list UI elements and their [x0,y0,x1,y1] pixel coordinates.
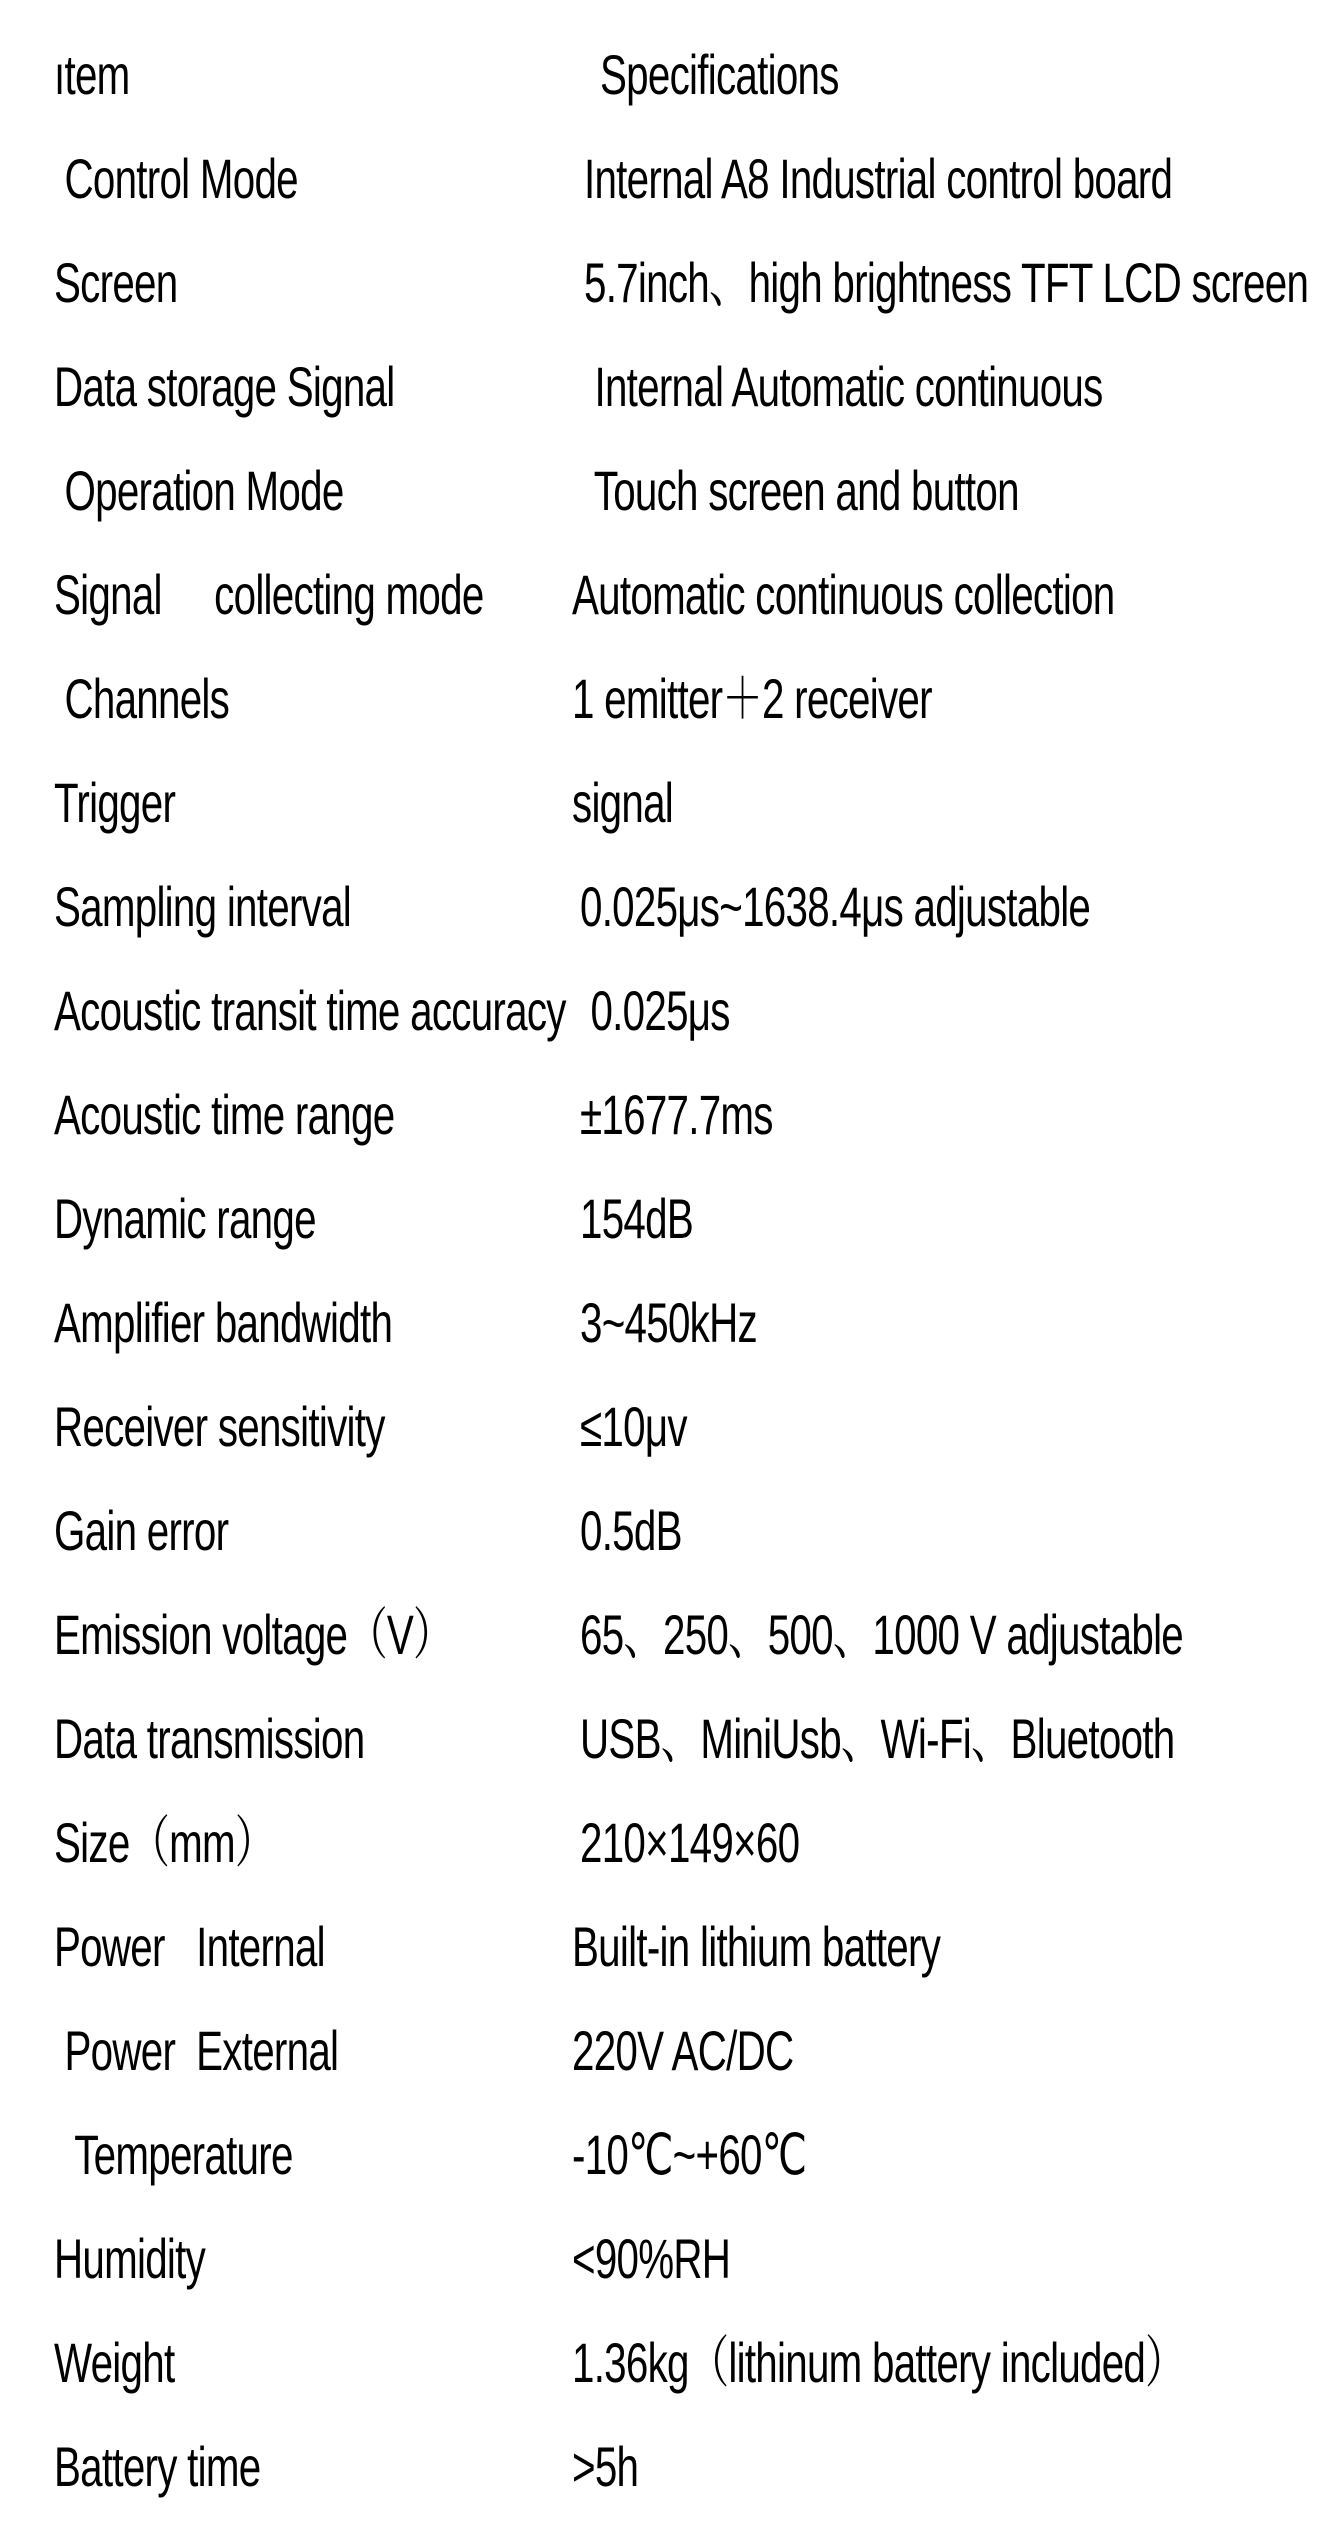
spec-name: Dynamic range [54,1187,316,1250]
spec-name: Emission voltage（V） [54,1603,453,1666]
spec-value: ≤10μv [580,1395,687,1458]
spec-value: 0.025μs~1638.4μs adjustable [580,875,1091,938]
spec-value: 1.36kg（lithinum battery included） [572,2331,1185,2394]
table-row [0,2222,1332,2326]
table-row [0,2014,1332,2118]
spec-name: Acoustic transit time accuracy [54,979,566,1042]
spec-name: Power Internal [54,1915,325,1978]
table-header-row [0,38,1332,142]
table-row [0,2118,1332,2222]
spec-name: Operation Mode [54,459,344,522]
table-row [0,2430,1332,2534]
table-row [0,766,1332,870]
spec-name: Data transmission [54,1707,365,1770]
spec-name: Acoustic time range [54,1083,395,1146]
spec-name: Gain error [54,1499,229,1562]
spec-value: 0.5dB [580,1499,682,1562]
spec-value: 154dB [580,1187,693,1250]
spec-name: Channels [54,667,230,730]
spec-value: USB、MiniUsb、Wi-Fi、Bluetooth [580,1707,1175,1770]
table-row [0,1910,1332,2014]
spec-value: Internal Automatic continuous [584,355,1103,418]
spec-value: <90%RH [572,2227,731,2290]
spec-name: Data storage Signal [54,355,395,418]
spec-name: Humidity [54,2227,206,2290]
spec-value: 220V AC/DC [572,2019,794,2082]
table-row [0,350,1332,454]
spec-value: 3~450kHz [580,1291,757,1354]
spec-name: Trigger [54,771,176,834]
spec-value: 65、250、500、1000 V adjustable [580,1603,1184,1666]
spec-value: 5.7inch、high brightness TFT LCD screen [584,251,1309,314]
spec-name: Receiver sensitivity [54,1395,385,1458]
spec-name: Signal collecting mode [54,563,484,626]
spec-value: ±1677.7ms [580,1083,773,1146]
spec-value: 1 emitter＋2 receiver [572,667,932,730]
spec-value: >5h [572,2435,639,2498]
item-column-header: ıtem [54,43,130,106]
table-row [0,1390,1332,1494]
table-row [0,2326,1332,2430]
spec-value: Automatic continuous collection [572,563,1115,626]
table-row [0,1598,1332,1702]
spec-name: Size（mm） [54,1811,275,1874]
spec-name: Screen [54,251,178,314]
specifications-column-header: Specifications [600,43,839,106]
spec-value: 210×149×60 [580,1811,800,1874]
table-row [0,662,1332,766]
table-row [0,1494,1332,1598]
table-row [0,1078,1332,1182]
table-row [0,1182,1332,1286]
spec-value: -10℃~+60℃ [572,2123,807,2186]
table-row [0,142,1332,246]
spec-name: Battery time [54,2435,261,2498]
spec-name: Weight [54,2331,175,2394]
table-row [0,246,1332,350]
spec-value: 0.025μs [580,979,730,1042]
table-row [0,870,1332,974]
spec-value: signal [572,771,674,834]
specifications-table [0,38,1332,2534]
spec-name: Temperature [54,2123,293,2186]
spec-value: Touch screen and button [584,459,1019,522]
table-row [0,558,1332,662]
table-row [0,974,1332,1078]
spec-name: Sampling interval [54,875,352,938]
spec-name: Control Mode [54,147,298,210]
spec-value: Built-in lithium battery [572,1915,941,1978]
table-row [0,1286,1332,1390]
table-row [0,1702,1332,1806]
spec-name: Amplifier bandwidth [54,1291,393,1354]
table-row [0,454,1332,558]
spec-value: Internal A8 Industrial control board [584,147,1173,210]
spec-name: Power External [54,2019,339,2082]
table-row [0,1806,1332,1910]
